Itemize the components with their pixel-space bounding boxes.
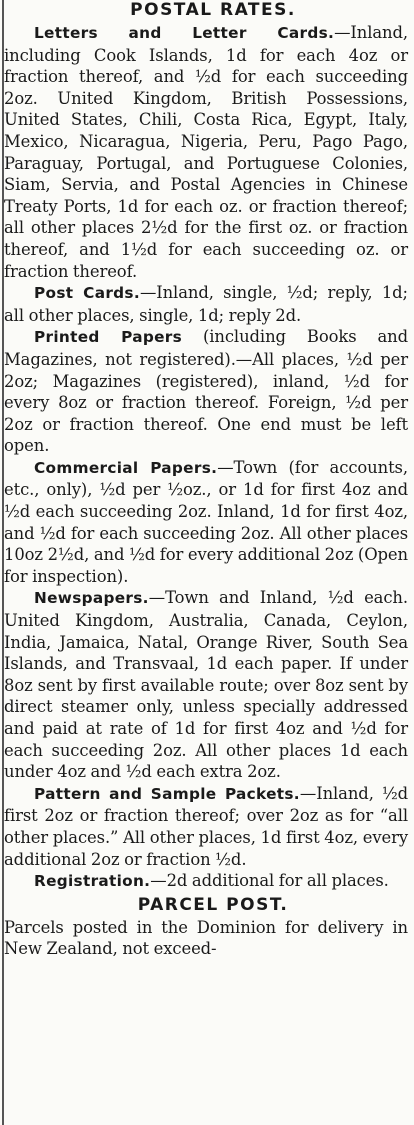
letters-body: —Inland, including Cook Islands, 1d for each 4oz or fraction thereof, and ½d for each succeeding 2oz. United Kingdom, British Possessions, United States, Chili, Costa Rica, Egypt, Italy, Mexico, Nicaragua, Nigeria, Peru, Pago Pago, Paraguay, Portugal, and Portuguese Colonies, Siam, Servia, and Postal Agencies in Chinese Treaty Ports, 1d for each oz. or fraction thereof; all other places 2½d for the first oz. or fraction thereof, and 1½d for each succeeding oz. or fraction thereof. (4, 23, 408, 281)
post-cards-heading: Post Cards. (34, 284, 140, 303)
pattern-packets-entry (4, 783, 408, 870)
commercial-papers-entry (4, 457, 408, 588)
postal-rates-title: POSTAL RATES. (130, 0, 296, 20)
newspapers-body: —Town and Inland, ½d each. United Kingdom, Australia, Canada, Ceylon, India, Jamaica, Natal, Orange River, South Sea Islands, and Transvaal, 1d each paper. If under 8oz sent by first available route; over 8oz sent by direct steamer only, unless specially addressed and paid at rate of 1d for first 4oz and ½d for each succeeding 2oz. All other places 1d each under 4oz and ½d each extra 2oz. (4, 588, 408, 782)
commercial-papers-body: —Town (for accounts, etc., only), ½d per ½oz., or 1d for first 4oz and ½d each succeeding 2oz. Inland, 1d for first 4oz, and ½d for each succeeding 2oz. All other places 10oz 2½d, and ½d for every additional 2oz (Open for inspection). (4, 457, 408, 586)
letters-heading: Letters and Letter Cards. (34, 24, 335, 42)
pattern-packets-body: —Inland, ½d first 2oz or fraction thereof; over 2oz as for “all other places.” All other places, 1d first 4oz, every additional 2oz or fraction ½d. (4, 783, 408, 869)
printed-papers-heading: Printed Papers (34, 328, 182, 347)
newspapers-heading: Newspapers. (34, 589, 149, 608)
registration-body: —2d additional for all places. (150, 871, 389, 891)
post-cards-entry (4, 282, 408, 326)
post-cards-body: —Inland, single, ½d; reply, 1d; all other places, single, 1d; reply 2d. (4, 283, 408, 325)
pattern-packets-heading: Pattern and Sample Packets. (34, 784, 300, 803)
registration-heading: Registration. (34, 872, 151, 891)
column-rule (2, 0, 4, 1125)
printed-papers-body: (including Books and Magazines, not registered).—All places, ½d per 2oz; Magazines (registered), inland, ½d for every 8oz or fraction thereof. Foreign, ½d per 2oz or fraction thereof. One end must be left open. (4, 327, 408, 456)
parcel-post-body: Parcels posted in the Dominion for delivery in New Zealand, not exceed- (4, 917, 408, 959)
letters-entry (4, 22, 408, 282)
commercial-papers-heading: Commercial Papers. (34, 458, 218, 477)
newspapers-entry (4, 587, 408, 782)
printed-papers-entry (4, 326, 408, 457)
registration-entry (4, 870, 408, 893)
parcel-post-title: PARCEL POST. (137, 894, 289, 915)
